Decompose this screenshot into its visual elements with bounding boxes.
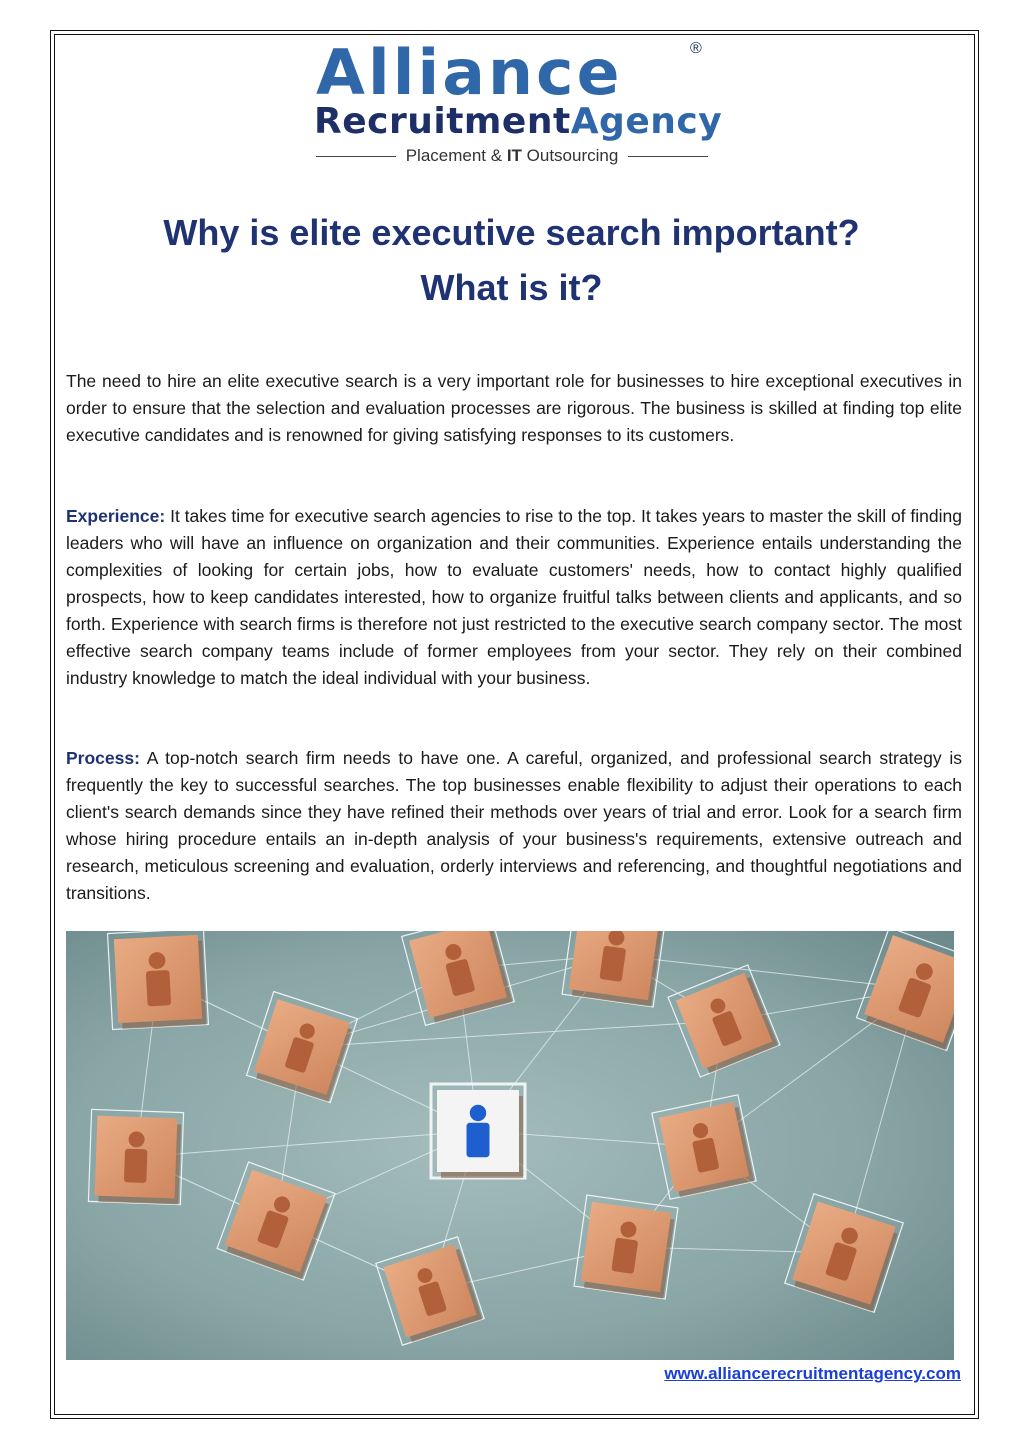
intro-paragraph: The need to hire an elite executive search is a very important role for businesses to hire exceptional executives in order to ensure that the selection and evaluation processes are rigorous. The business is skilled at finding top elite executive candidates and is renowned for giving satisfying responses to its customers. — [66, 371, 962, 445]
company-logo — [310, 36, 723, 175]
tagline-part1: Placement & — [405, 146, 507, 165]
candidate-block — [88, 1109, 183, 1204]
experience-paragraph — [66, 503, 962, 692]
candidate-block — [108, 931, 209, 1029]
tagline-rule-right — [628, 156, 708, 157]
website-link[interactable]: www.alliancerecruitmentagency.com — [664, 1364, 961, 1383]
logo-wordmark: Alliance — [316, 36, 623, 109]
registered-mark: ® — [690, 40, 702, 57]
tagline-text — [396, 146, 629, 166]
logo-subtitle-part2: Agency — [570, 101, 723, 142]
process-label: Process: — [66, 748, 140, 768]
title-line-2: What is it? — [420, 267, 603, 308]
tagline-bold: IT — [506, 146, 522, 165]
title-line-1: Why is elite executive search important? — [163, 212, 860, 253]
experience-text: It takes time for executive search agencies to rise to the top. It takes years to master the skill of finding leaders who will have an influence on organization and their communities. Experience entails understanding the complexities of looking for certain jobs, how to evaluate customers' needs, how to contact highly qualified prospects, how to keep candidates interested, how to organize fruitful talks between clients and applicants, and so forth. Experience with search firms is therefore not just restricted to the executive search company sector. The most effective search company teams include of former employees from your sector. They rely on their combined industry knowledge to match the ideal individual with your business. — [66, 506, 962, 688]
process-paragraph — [66, 745, 962, 907]
logo-subtitle — [314, 102, 722, 142]
candidate-block — [562, 931, 666, 1007]
network-people-photo — [66, 931, 954, 1360]
logo-tagline — [316, 146, 708, 166]
page-title — [70, 205, 953, 315]
highlighted-candidate-block — [431, 1084, 525, 1178]
logo-subtitle-part1: Recruitment — [314, 101, 571, 142]
tagline-part2: Outsourcing — [521, 146, 619, 165]
tagline-rule-left — [316, 156, 396, 157]
experience-label: Experience: — [66, 506, 166, 526]
process-text: A top-notch search firm needs to have one. A careful, organized, and professional search strategy is frequently the key to successful searches. The top businesses enable flexibility to adjust their operations to each client's search demands since they have refined their methods over years of trial and error. Look for a search firm whose hiring procedure entails an in-depth analysis of your business's requirements, extensive outreach and research, meticulous screening and evaluation, orderly interviews and referencing, and thoughtful negotiations and transitions. — [66, 748, 962, 903]
